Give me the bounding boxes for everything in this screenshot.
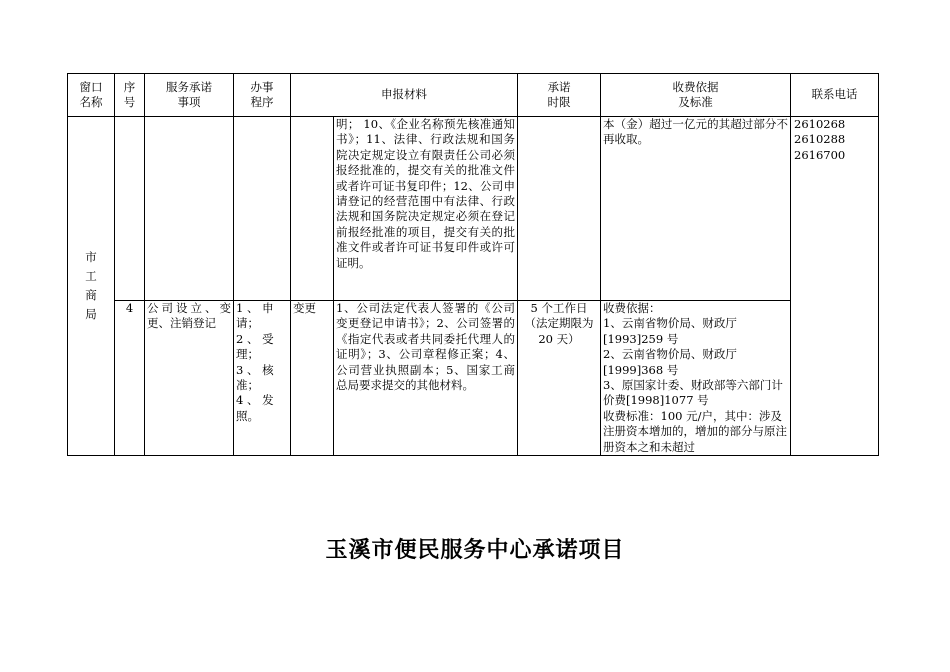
sub-cell: 变更 xyxy=(291,301,334,456)
sub-cell xyxy=(291,117,334,301)
service-cell xyxy=(145,117,234,301)
seq-cell xyxy=(115,117,145,301)
limit-cell xyxy=(518,117,601,301)
window-name-cell xyxy=(68,117,115,456)
header-procedure: 办事 程序 xyxy=(234,74,291,117)
table-row xyxy=(68,301,879,456)
window-name: 市 工 商 局 xyxy=(85,250,97,322)
header-materials: 申报材料 xyxy=(291,74,518,117)
header-time-limit: 承诺 时限 xyxy=(518,74,601,117)
header-phone: 联系电话 xyxy=(791,74,879,117)
header-row xyxy=(68,74,879,117)
phone-cell: 2610268 2610288 2616700 xyxy=(791,117,879,456)
procedure-cell xyxy=(234,117,291,301)
service-cell: 公司设立、变更、注销登记 xyxy=(145,301,234,456)
limit-cell: 5 个工作日 （法定期限为 20 天） xyxy=(518,301,601,456)
materials-cell: 1、公司法定代表人签署的《公司变更登记申请书》；2、公司签署的《指定代表或者共同委托代理人的证明》；3、公司章程修正案；4、公司营业执照副本；5、国家工商总局要求提交的其他材料。 xyxy=(334,301,518,456)
header-window-name: 窗口 名称 xyxy=(68,74,115,117)
fee-cell: 本（金）超过一亿元的其超过部分不再收取。 xyxy=(601,117,791,301)
service-commitment-table xyxy=(67,73,879,456)
table-row xyxy=(68,117,879,301)
procedure-cell: 1 、 申 请； 2 、 受 理； 3 、 核 准； 4 、 发 照。 xyxy=(234,301,291,456)
page-title: 玉溪市便民服务中心承诺项目 xyxy=(325,537,625,563)
header-seq: 序 号 xyxy=(115,74,145,117)
header-fee-basis: 收费依据 及标准 xyxy=(601,74,791,117)
materials-cell: 明； 10、《企业名称预先核准通知书》；11、法律、行政法规和国务院决定规定设立有限责任公司必须报经批准的，提交有关的批准文件或者许可证书复印件；12、公司申请登记的经营范围中有法律、行政法规和国务院决定规定必须在登记前报经批准的项目，提交有关的批准文件或者许可证书复印件或许可证明。 xyxy=(334,117,518,301)
fee-cell: 收费依据： 1、云南省物价局、财政厅 [1993]259 号 2、云南省物价局、财政厅 [1999]368 号 3、原国家计委、财政部等六部门计价费[1998]1077 号 收费标准：100 元/户，其中：涉及注册资本增加的，增加的部分与原注册资本之和未超过 xyxy=(601,301,791,456)
seq-cell: 4 xyxy=(115,301,145,456)
header-service-item: 服务承诺 事项 xyxy=(145,74,234,117)
